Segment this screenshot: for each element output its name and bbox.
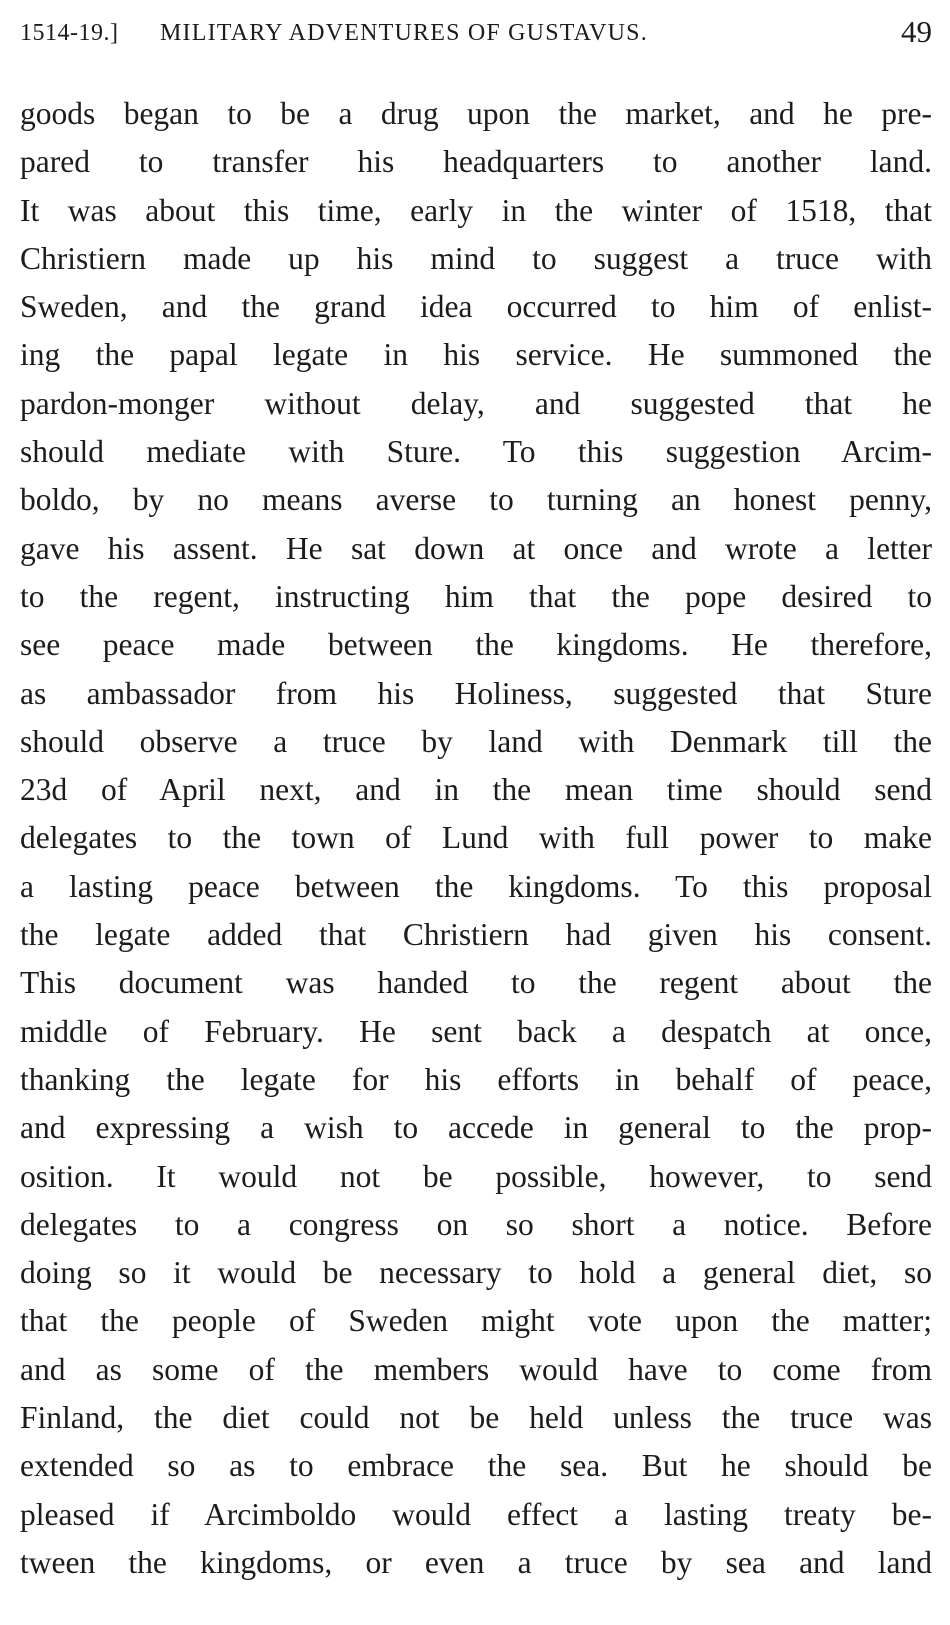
text-line: 23d of April next, and in the mean time should send	[20, 772, 932, 808]
text-line: ing the papal legate in his service. He summoned the	[20, 337, 932, 373]
text-line: doing so it would be necessary to hold a general diet, so	[20, 1255, 932, 1291]
text-line: thanking the legate for his efforts in behalf of peace,	[20, 1061, 932, 1097]
page-number: 49	[901, 14, 932, 49]
running-head-title: MILITARY ADVENTURES OF GUSTAVUS.	[160, 20, 648, 46]
text-line: Finland, the diet could not be held unless the truce was	[20, 1400, 932, 1436]
text-line: that the people of Sweden might vote upon the matter;	[20, 1303, 932, 1339]
text-line: tween the kingdoms, or even a truce by sea and land	[20, 1544, 932, 1580]
text-line: the legate added that Christiern had given his consent.	[20, 917, 932, 953]
text-line: pleased if Arcimboldo would effect a lasting treaty be-	[20, 1496, 932, 1532]
text-line: Christiern made up his mind to suggest a truce with	[20, 240, 932, 276]
text-line: osition. It would not be possible, however, to send	[20, 1158, 932, 1194]
text-line: This document was handed to the regent about the	[20, 965, 932, 1001]
text-line: boldo, by no means averse to turning an honest penny,	[20, 482, 932, 518]
text-line: middle of February. He sent back a despatch at once,	[20, 1013, 932, 1049]
text-line: see peace made between the kingdoms. He therefore,	[20, 627, 932, 663]
text-line: goods began to be a drug upon the market, and he pre-	[20, 96, 932, 131]
text-line: pardon-monger without delay, and suggested that he	[20, 385, 932, 421]
text-line: Sweden, and the grand idea occurred to him of enlist-	[20, 289, 932, 325]
text-line: pared to transfer his headquarters to another land.	[20, 144, 932, 180]
text-line: and as some of the members would have to come from	[20, 1351, 932, 1387]
text-line: and expressing a wish to accede in general to the prop-	[20, 1110, 932, 1146]
text-line: gave his assent. He sat down at once and wrote a letter	[20, 530, 932, 566]
text-line: as ambassador from his Holiness, suggested that Sture	[20, 675, 932, 711]
text-line: should observe a truce by land with Denmark till the	[20, 723, 932, 759]
text-line: a lasting peace between the kingdoms. To this proposal	[20, 868, 932, 904]
body-text	[20, 90, 932, 1587]
text-line: extended so as to embrace the sea. But he should be	[20, 1448, 932, 1484]
text-line: delegates to a congress on so short a notice. Before	[20, 1206, 932, 1242]
running-head	[20, 14, 932, 54]
text-line: to the regent, instructing him that the pope desired to	[20, 578, 932, 614]
text-line: It was about this time, early in the winter of 1518, that	[20, 192, 932, 228]
text-line: should mediate with Sture. To this suggestion Arcim-	[20, 434, 932, 470]
running-head-date-range: 1514-19.]	[20, 20, 119, 46]
text-line: delegates to the town of Lund with full power to make	[20, 820, 932, 856]
